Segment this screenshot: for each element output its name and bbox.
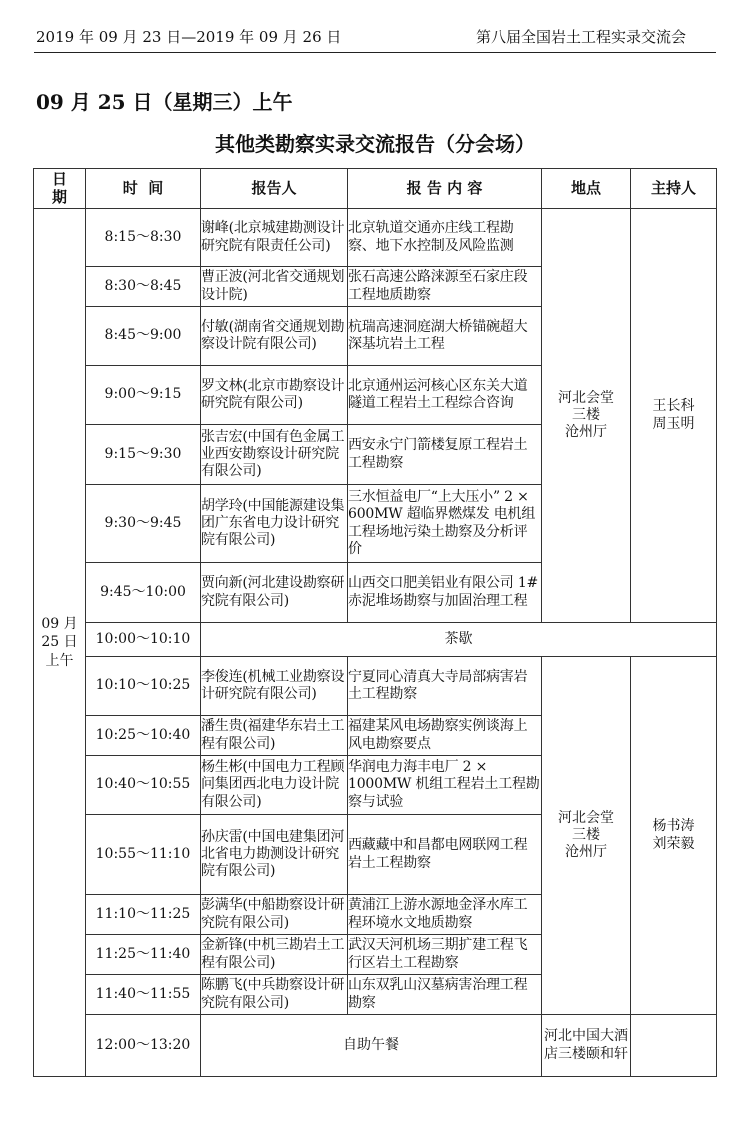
session-presenter: 李俊连(机械工业勘察设计研究院有限公司) [201,657,348,716]
tea-break-label: 茶歇 [201,623,717,657]
session-content: 宁夏同心清真大寺局部病害岩土工程勘察 [348,657,542,716]
session-time: 9:15～9:30 [86,425,201,485]
host-name: 王长科 [652,398,695,415]
col-header-content: 报 告 内 容 [348,169,542,209]
venue-line: 沧州厅 [565,424,607,441]
session-time: 11:25～11:40 [86,935,201,975]
col-header-time: 时 间 [86,169,201,209]
header-divider [34,52,716,53]
session-content: 西藏藏中和昌都电网联网工程岩土工程勘察 [348,815,542,895]
session-content: 福建某风电场勘察实例谈海上风电勘察要点 [348,716,542,756]
session-time: 8:45～9:00 [86,307,201,366]
header-date-range: 2019 年 09 月 23 日—2019 年 09 月 26 日 [36,28,342,46]
day-label: 09 月 25 日 上午 [34,209,86,1077]
session-content: 黄浦江上游水源地金泽水库工程环境水文地质勘察 [348,895,542,935]
table-title: 其他类勘察实录交流报告（分会场） [215,132,535,156]
date-heading: 09 月 25 日（星期三）上午 [36,90,293,114]
session-time: 9:45～10:00 [86,563,201,623]
venue-line: 三楼 [572,406,600,423]
session-presenter: 罗文林(北京市勘察设计研究院有限公司) [201,366,348,425]
session-presenter: 胡学玲(中国能源建设集团广东省电力设计研究院有限公司) [201,485,348,563]
table-row [34,657,717,716]
session-time: 9:00～9:15 [86,366,201,425]
col-header-venue: 地点 [542,169,631,209]
session-content: 三水恒益电厂“上大压小” 2 × 600MW 超临界燃煤发 电机组工程场地污染土勘察及分析评价 [348,485,542,563]
tea-break-time: 10:00～10:10 [86,623,201,657]
host-group-2 [631,657,717,1015]
lunch-label: 自助午餐 [201,1015,542,1077]
session-time: 8:15～8:30 [86,209,201,267]
host-name: 刘荣毅 [652,835,695,852]
session-presenter: 孙庆雷(中国电建集团河北省电力勘测设计研究院有限公司) [201,815,348,895]
header-conference-name: 第八届全国岩土工程实录交流会 [475,28,686,46]
lunch-row [34,1015,717,1077]
session-content: 华润电力海丰电厂 2 × 1000MW 机组工程岩土工程勘察与试验 [348,756,542,815]
session-presenter: 付敏(湖南省交通规划勘察设计院有限公司) [201,307,348,366]
session-presenter: 谢峰(北京城建勘测设计研究院有限责任公司) [201,209,348,267]
table-header-row [34,169,717,209]
venue-group-2 [542,657,631,1015]
session-presenter: 曹正波(河北省交通规划设计院) [201,267,348,307]
session-presenter: 陈鹏飞(中兵勘察设计研究院有限公司) [201,975,348,1015]
session-content: 杭瑞高速洞庭湖大桥锚碗超大深基坑岩土工程 [348,307,542,366]
schedule-table [33,168,717,1077]
session-content: 山东双乳山汉墓病害治理工程勘察 [348,975,542,1015]
col-header-presenter: 报告人 [201,169,348,209]
session-time: 11:10～11:25 [86,895,201,935]
venue-line: 三楼 [572,826,600,843]
host-name: 杨书涛 [652,818,695,835]
session-time: 10:55～11:10 [86,815,201,895]
session-presenter: 杨生彬(中国电力工程顾问集团西北电力设计院有限公司) [201,756,348,815]
table-row [34,209,717,267]
venue-line: 河北会堂 [558,389,614,406]
col-header-day: 日 期 [34,169,86,209]
session-time: 8:30～8:45 [86,267,201,307]
session-time: 10:10～10:25 [86,657,201,716]
session-content: 张石高速公路涞源至石家庄段工程地质勘察 [348,267,542,307]
col-header-host: 主持人 [631,169,717,209]
lunch-venue: 河北中国大酒店三楼颐和轩 [542,1015,631,1077]
venue-line: 河北会堂 [558,809,614,826]
session-presenter: 张吉宏(中国有色金属工业西安勘察设计研究院有限公司) [201,425,348,485]
lunch-host-empty [631,1015,717,1077]
session-time: 10:25～10:40 [86,716,201,756]
venue-line: 沧州厅 [565,844,607,861]
session-presenter: 贾向新(河北建设勘察研究院有限公司) [201,563,348,623]
session-content: 武汉天河机场三期扩建工程飞行区岩土工程勘察 [348,935,542,975]
host-group-1 [631,209,717,623]
session-content: 北京通州运河核心区东关大道隧道工程岩土工程综合咨询 [348,366,542,425]
session-time: 11:40～11:55 [86,975,201,1015]
session-presenter: 潘生贵(福建华东岩土工程有限公司) [201,716,348,756]
session-content: 西安永宁门箭楼复原工程岩土工程勘察 [348,425,542,485]
session-content: 北京轨道交通亦庄线工程勘察、地下水控制及风险监测 [348,209,542,267]
session-presenter: 金新锋(中机三勘岩土工程有限公司) [201,935,348,975]
host-name: 周玉明 [652,415,695,432]
venue-group-1 [542,209,631,623]
session-content: 山西交口肥美铝业有限公司 1#赤泥堆场勘察与加固治理工程 [348,563,542,623]
session-presenter: 彭满华(中船勘察设计研究院有限公司) [201,895,348,935]
tea-break-row [34,623,717,657]
lunch-time: 12:00～13:20 [86,1015,201,1077]
session-time: 10:40～10:55 [86,756,201,815]
session-time: 9:30～9:45 [86,485,201,563]
